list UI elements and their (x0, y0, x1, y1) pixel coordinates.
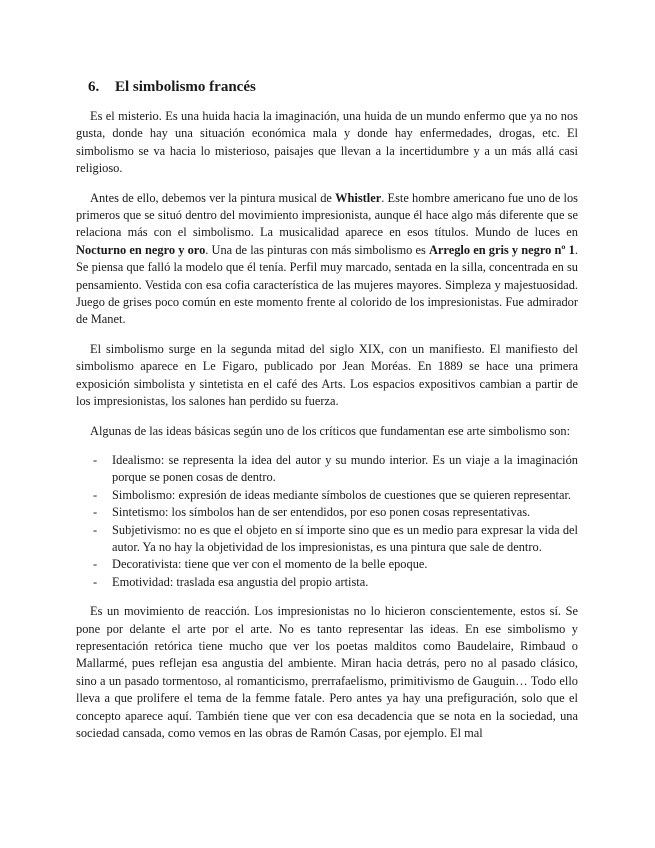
bullet-dash: - (93, 452, 98, 467)
list-item-text: Subjetivismo: no es que el objeto en sí importe sino que es un medio para expresar la vida del autor. Ya no hay la objetividad de los impresionistas, es una pintura que sale de dentro. (112, 522, 578, 554)
bullet-dash: - (93, 574, 98, 589)
text-segment: . Este hombre americano fue uno de los primeros que se situó dentro del movimiento impresionista, aunque él hace algo más diferente que se relaciona más con el simbolismo. La musicalidad aparece en esos títulos. Mundo de luces en (76, 190, 578, 240)
bold-term: Arreglo en gris y negro nº 1 (428, 242, 575, 257)
list-item (76, 504, 578, 521)
text-segment: . Una de las pinturas con más simbolismo es (205, 242, 429, 257)
bullet-dash: - (93, 522, 98, 537)
ideas-intro-paragraph: Algunas de las ideas básicas según uno de los críticos que fundamentan ese arte simbolismo son: (90, 423, 571, 438)
list-item (76, 487, 578, 504)
bullet-dash: - (93, 505, 98, 520)
list-item-text: Emotividad: traslada esa angustia del propio artista. (112, 574, 369, 589)
list-item-text: Decorativista: tiene que ver con el momento de la belle epoque. (112, 557, 428, 572)
bullet-dash: - (93, 557, 98, 572)
text-segment: Antes de ello, debemos ver la pintura musical de (90, 190, 336, 205)
document-body (76, 108, 578, 754)
bold-term: Whistler (335, 190, 382, 205)
section-number: 6. (88, 79, 100, 95)
intro-paragraph: Es el misterio. Es una huida hacia la imaginación, una huida de un mundo enfermo que ya no nos gusta, donde hay una situación económica mala y donde hay enfermedades, drogas, etc. El simbolismo se va hacia lo misterioso, paisajes que llevan a la incertidumbre y a un más allá casi religioso. (76, 109, 578, 176)
bullet-dash: - (93, 487, 98, 502)
bold-term: Nocturno en negro y oro (76, 242, 206, 257)
list-item-text: Simbolismo: expresión de ideas mediante símbolos de cuestiones que se quieren representar. (112, 487, 572, 502)
section-heading (88, 78, 256, 96)
text-segment: . Se piensa que falló la modelo que él tenía. Perfil muy marcado, sentada en la silla, concentrada en su pensamiento. Vestida con esa cofia característica de las mujeres mayores. Simpleza y majestuosidad. Juego de grises poco común en este momento frente al colorido de los impresionistas. Fue admirador de Manet. (76, 242, 578, 327)
list-item (76, 574, 578, 591)
ideas-list (76, 452, 578, 591)
whistler-paragraph (76, 190, 578, 329)
list-item-text: Sintetismo: los símbolos han de ser entendidos, por eso ponen cosas representativas. (112, 505, 531, 520)
list-item (76, 452, 578, 487)
list-item-text: Idealismo: se representa la idea del autor y su mundo interior. Es un viaje a la imaginación porque se ponen cosas de dentro. (112, 452, 578, 485)
list-item (76, 556, 578, 573)
list-item (76, 522, 578, 557)
manifesto-paragraph: El simbolismo surge en la segunda mitad del siglo XIX, con un manifiesto. El manifiesto del simbolismo aparece en Le Figaro, publicado por Jean Moréas. En 1889 se hace una primera exposición simbolista y sintetista en el café des Arts. Los espacios expositivos cambian a partir de los impresionistas, los salones han perdido su fuerza. (76, 341, 578, 409)
section-title: El simbolismo francés (115, 79, 256, 95)
closing-paragraph: Es un movimiento de reacción. Los impresionistas no lo hicieron conscientemente, estos sí. Se pone por delante el arte por el arte. No es tanto representar las ideas. En ese simbolismo y representación retórica tiene mucho que ver los poetas malditos como Baudelaire, Rimbaud o Mallarmé, pues reflejan esa angustia del ambiente. Miran hacia detrás, pero no al pasado clásico, sino a un pasado tormentoso, al romanticismo, prerrafaelismo, primitivismo de Gauguin… Todo ello lleva a que prolifere el tema de la femme fatale. Pero antes ya hay una prefiguración, solo que el concepto aparece aquí. También tiene que ver con esa decadencia que se nota en la sociedad, una sociedad cansada, como vemos en las obras de Ramón Casas, por ejemplo. El mal (76, 604, 578, 740)
